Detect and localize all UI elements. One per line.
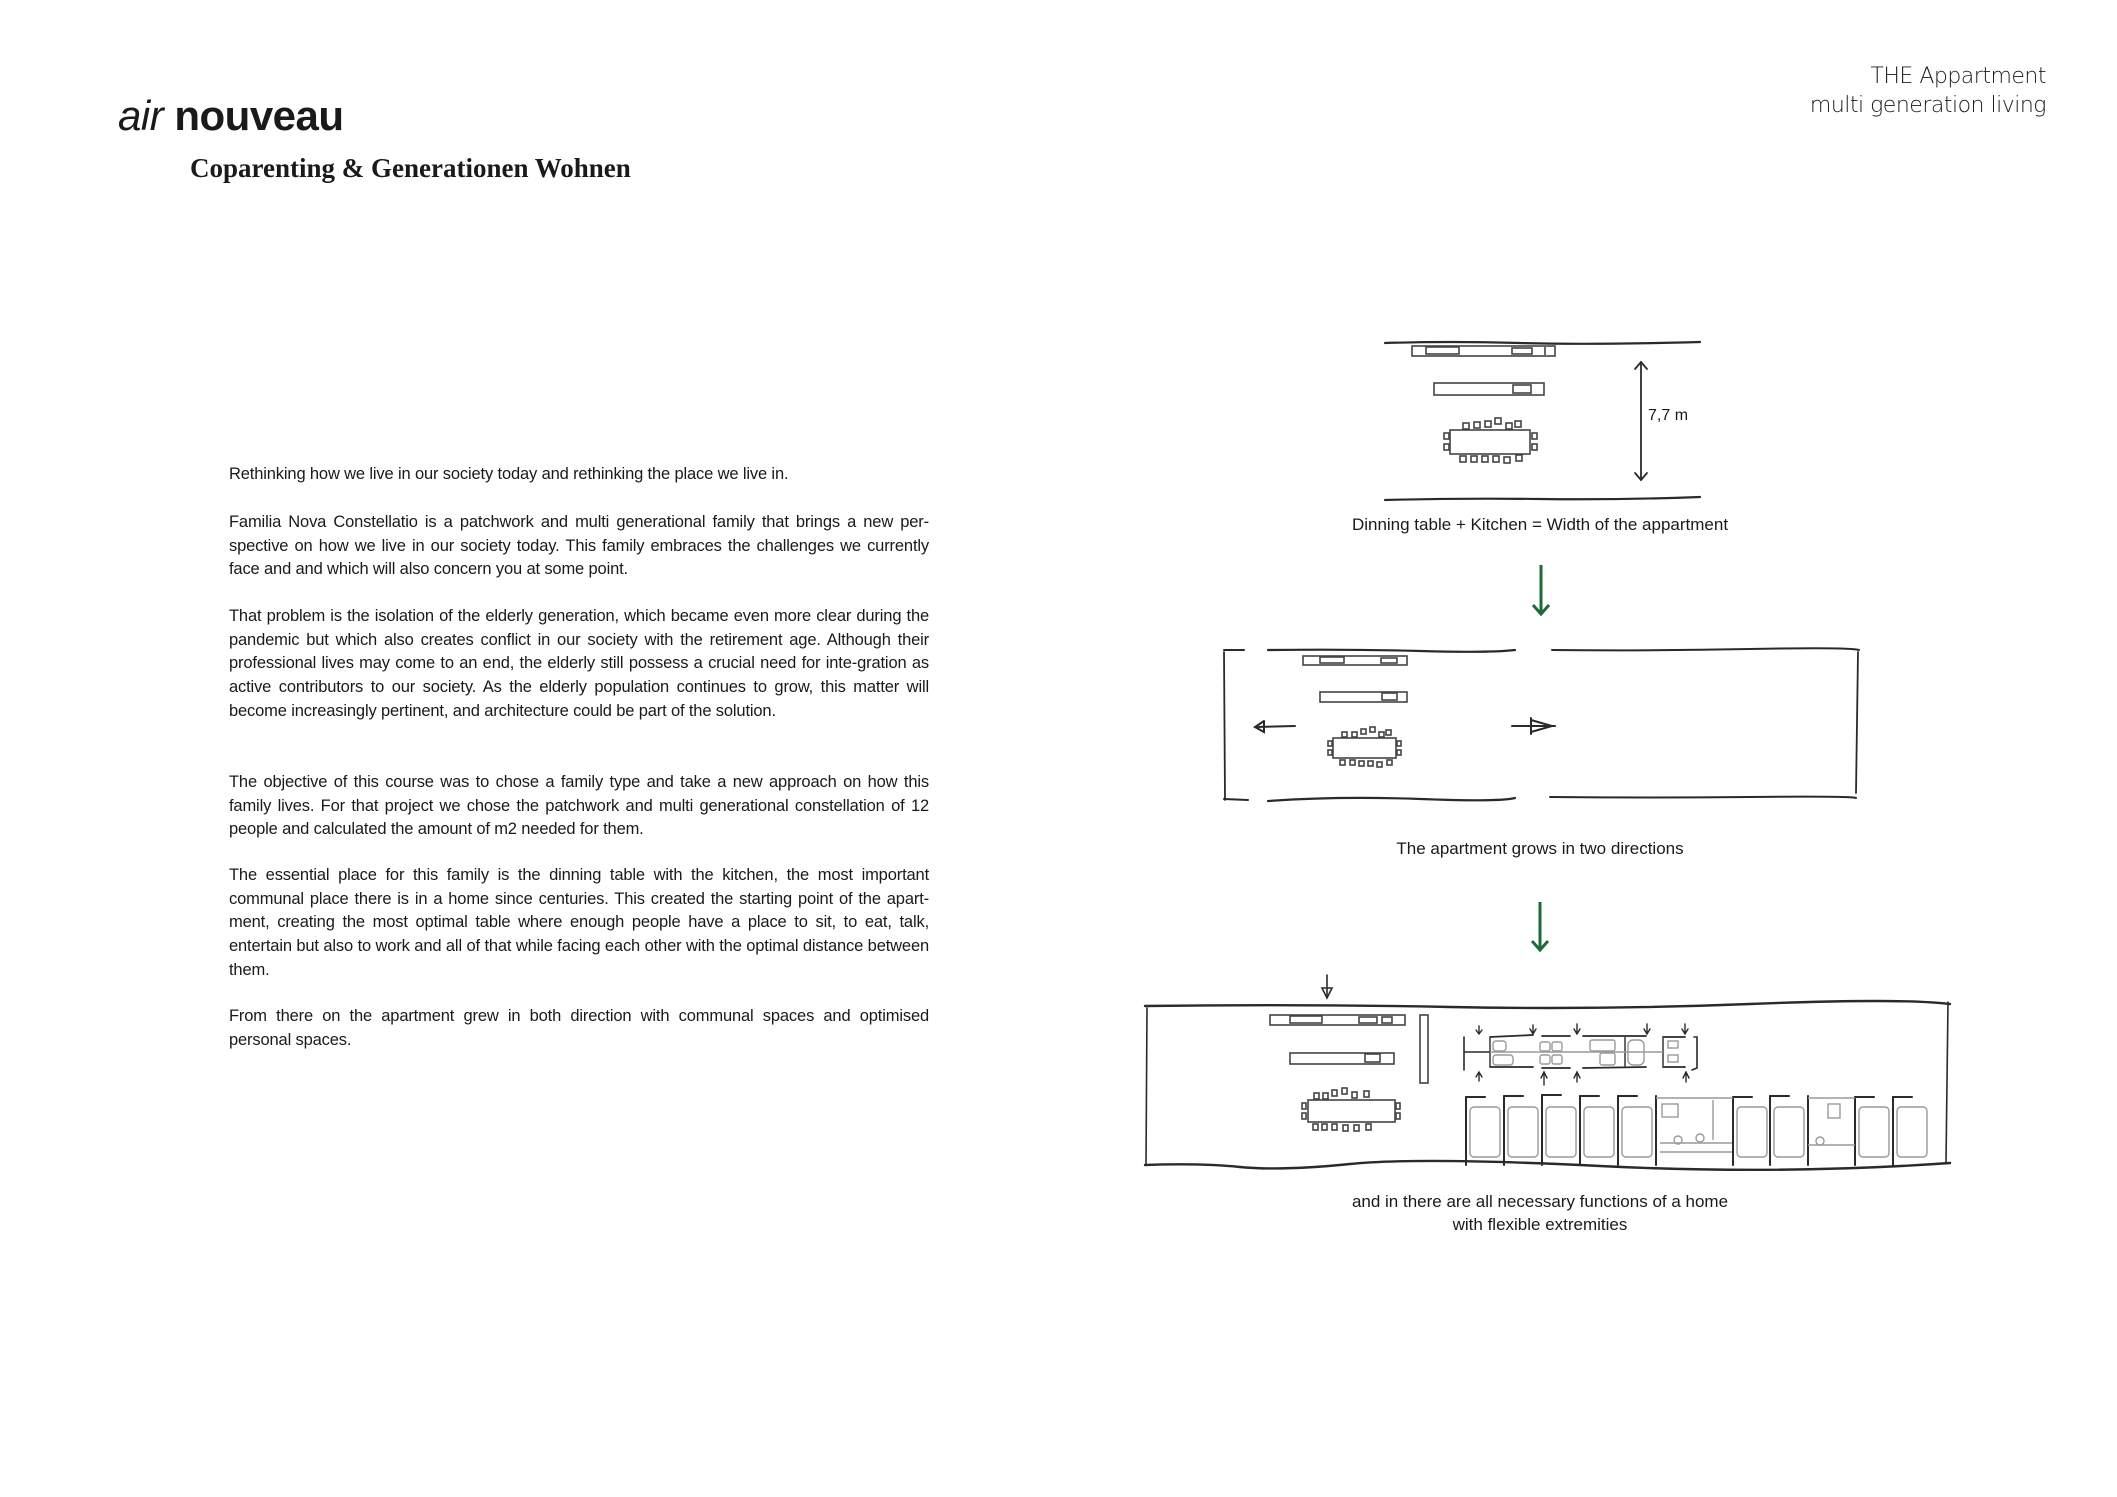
logo-bold-text: nouveau [174, 92, 344, 139]
flow-arrow-down-icon [1533, 565, 1549, 614]
kitchen-counter-icon [1270, 1015, 1405, 1025]
kitchen-island-icon [1434, 383, 1544, 395]
project-subtitle: multi generation living [1809, 93, 2046, 118]
kitchen-island-icon [1290, 1053, 1394, 1064]
body-paragraph-1 [229, 463, 929, 487]
body-paragraph-3 [229, 605, 929, 724]
project-title: THE Appartment [1870, 64, 2046, 89]
bedroom-row-icon [1466, 1095, 1927, 1165]
diagram-full-floorplan [1145, 975, 1950, 1170]
paragraph-text: That problem is the isolation of the elderly generation, which became even more clear during the pandemic but which also creates conflict in our society with the retirement age. Although their professional lives may come to an end, the elderly still possess a crucial need for inte-gration as active contributors to our society. As the elderly population continues to grow, this matter will become increasingly pertinent, and architecture could be part of the solution. [229, 607, 929, 720]
paragraph-text: The objective of this course was to chose a family type and take a new approach on how this family lives. For that project we chose the patchwork and multi generational constellation of 12 people and calculated the amount of m2 needed for them. [229, 773, 929, 839]
dimension-label: 7,7 m [1648, 407, 1689, 424]
body-paragraph-2 [229, 511, 929, 582]
caption-line-2: with flexible extremities [1452, 1215, 1628, 1234]
partition-wall [1420, 1015, 1428, 1083]
kitchen-counter-icon [1412, 346, 1555, 356]
paragraph-text: Familia Nova Constellatio is a patchwork and multi generational family that brings a new per-spective on how we live in our society today. This family embraces the challenges we currently face and and which will also concern you at some point. [229, 513, 929, 579]
dimension-arrow-icon [1635, 362, 1647, 480]
diagram-caption-2: The apartment grows in two directions [1396, 839, 1684, 858]
arrow-right-icon [1512, 718, 1555, 734]
dining-table-icon [1328, 727, 1401, 767]
logo-light-text: air [118, 92, 164, 139]
diagram-caption-1: Dinning table + Kitchen = Width of the appartment [1351, 515, 1729, 534]
brand-logo [118, 92, 344, 140]
project-heading [1810, 62, 2046, 120]
entrance-arrow-icon [1322, 975, 1332, 998]
kitchen-island-icon [1320, 692, 1407, 702]
page-subtitle: Coparenting & Generationen Wohnen [190, 153, 631, 183]
diagram-apartment-grows [1224, 648, 1859, 801]
dining-table-icon [1302, 1088, 1400, 1131]
body-paragraph-5 [229, 864, 929, 983]
paragraph-text: Rethinking how we live in our society today and rethinking the place we live in. [229, 465, 789, 483]
diagram-caption-3 [1340, 1190, 1740, 1236]
caption-line-1: and in there are all necessary functions of a home [1351, 1192, 1729, 1211]
body-paragraph-4 [229, 771, 929, 842]
paragraph-text: From there on the apartment grew in both direction with communal spaces and optimised personal spaces. [229, 1007, 929, 1049]
paragraph-text: The essential place for this family is the dinning table with the kitchen, the most important communal place there is in a home since centuries. This created the starting point of the apart-ment, creating the most optimal table where enough people have a place to sit, to eat, talk, entertain but also to work and all of that while facing each other with the optimal distance between them. [229, 866, 929, 979]
flow-arrow-down-icon [1532, 902, 1548, 950]
arrow-left-icon [1255, 721, 1295, 732]
bathroom-block-icon [1464, 1024, 1697, 1085]
dining-table-icon [1444, 418, 1537, 463]
body-paragraph-6 [229, 1005, 929, 1052]
kitchen-counter-icon [1303, 656, 1407, 665]
